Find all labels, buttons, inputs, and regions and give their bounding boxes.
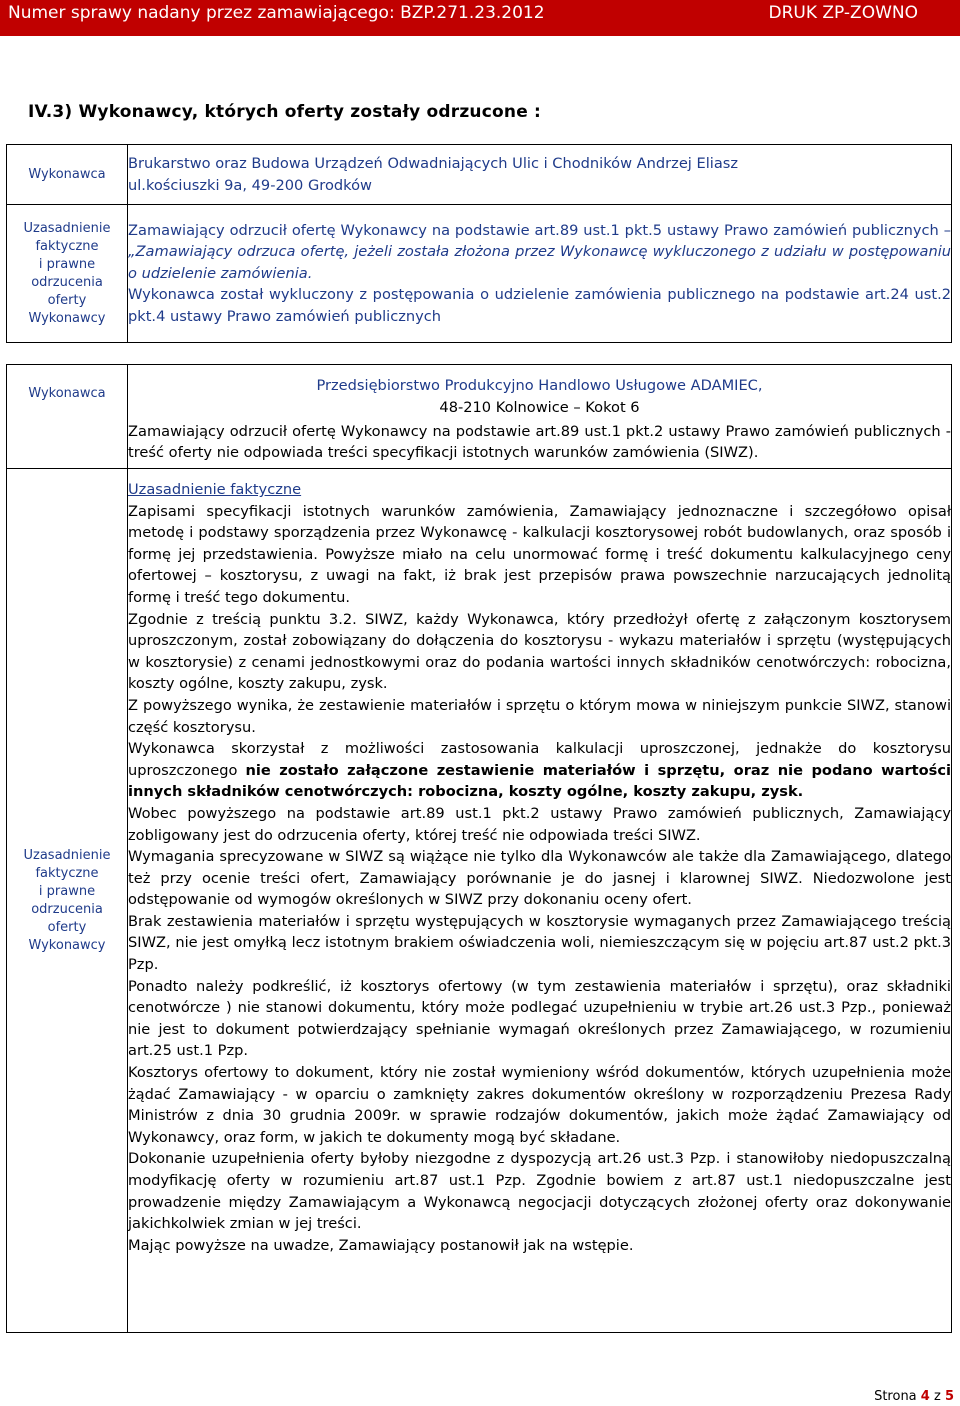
reason-label-line: odrzucenia bbox=[31, 901, 103, 917]
contractor-name: Brukarstwo oraz Budowa Urządzeń Odwadniających Ulic i Chodników Andrzej Eliasz bbox=[128, 154, 739, 172]
page-separator: z bbox=[933, 1389, 941, 1404]
reason-paragraph: Zgodnie z treścią punktu 3.2. SIWZ, każdy Wykonawca, który przedłożył ofertę z załączonym kosztorysem uproszczonym, został zobowiązany do dołączenia do kosztorysu - wykazu materiałów i sprzętu (występujących w kosztorysie) z cenami jednostkowymi oraz do podania wartości innych składników cenotwórczych: robocizna, koszty ogólne, koszty zakupu, zysk. bbox=[128, 610, 951, 693]
form-code: DRUK ZP-ZOWNO bbox=[768, 3, 918, 23]
reason-label-line: odrzucenia bbox=[31, 274, 103, 290]
reason-label-line: Uzasadnienie bbox=[23, 847, 111, 863]
reason-paragraph: Z powyższego wynika, że zestawienie materiałów i sprzętu o którym mowa w niniejszym punkcie SIWZ, stanowi część kosztorysu. bbox=[128, 696, 951, 736]
reason-paragraph: Mając powyższe na uwadze, Zamawiający postanowił jak na wstępie. bbox=[128, 1236, 634, 1254]
reason-cell bbox=[128, 205, 952, 343]
reason-paragraph: Zapisami specyfikacji istotnych warunków zamówienia, Zamawiający jednoznaczne i szczegółowo opisał metodę i podstawy sporządzenia przez Wykonawcę - kalkulacji kosztorysowej robót budowlanych, oraz sposób i formę jej przedstawienia. Powyższe miało na celu unormować formę i treść dokumentu kalkulacyjnego ceny ofertowej – kosztorysu, z uwagi na fakt, iż brak jest przepisów prawa powszechnie narzucających jednolitą formę i treść tego dokumentu. bbox=[128, 502, 951, 606]
reason-paragraph bbox=[128, 220, 951, 285]
contractor-cell bbox=[128, 365, 952, 469]
reason-heading: Uzasadnienie faktyczne bbox=[128, 481, 302, 498]
reason-paragraph: Brak zestawienia materiałów i sprzętu występujących w kosztorysie wymaganych przez Zamawiającego treścią SIWZ, nie jest omyłką lecz istotnym brakiem oświadczenia woli, niemieszczącym się w pojęciu art.87 ust.2 pkt.3 Pzp. bbox=[128, 912, 951, 974]
rejected-offer-table-1 bbox=[6, 144, 952, 343]
reason-paragraph: Wykonawca został wykluczony z postępowania o udzielenie zamówienia publicznego na podstawie art.24 ust.2 pkt.4 ustawy Prawo zamówień publicznych bbox=[128, 286, 951, 325]
reason-label-line: faktyczne bbox=[35, 865, 99, 881]
contractor-label: Wykonawca bbox=[7, 145, 128, 205]
contractor-address: ul.kościuszki 9a, 49-200 Grodków bbox=[128, 176, 372, 194]
reason-label-line: i prawne bbox=[38, 883, 96, 899]
reason-label-line: i prawne bbox=[38, 256, 96, 272]
page-number: 4 bbox=[920, 1389, 930, 1404]
contractor-name: Przedsiębiorstwo Produkcyjno Handlowo Usługowe ADAMIEC, bbox=[316, 377, 763, 395]
contractor-cell bbox=[128, 145, 952, 205]
contractor-label: Wykonawca bbox=[7, 365, 128, 469]
contractor-address: 48-210 Kolnowice – Kokot 6 bbox=[439, 398, 640, 416]
case-number: Numer sprawy nadany przez zamawiającego: BZP.271.23.2012 bbox=[8, 3, 545, 23]
page-footer bbox=[874, 1388, 954, 1406]
reason-paragraph: Wymagania sprecyzowane w SIWZ są wiążące nie tylko dla Wykonawców ale także dla Zamawiającego, dlatego też przy ocenie treści ofert, Zamawiający porównanie je do jasnej i klarownej SIWZ. Niedozwolone jest odstępowanie od wymogów określonych w SIWZ przy dokonaniu oceny ofert. bbox=[128, 848, 951, 909]
reason-paragraph: Kosztorys ofertowy to dokument, który nie został wymieniony wśród dokumentów, których uzupełnienia może żądać Zamawiający - w oparciu o zamknięty zakres dokumentów określony w rozporządzeniu Prezesa Rady Ministrów z dnia 30 grudnia 2009r. w sprawie rodzajów dokumentów, jakich może żądać Zamawiający od Wykonawcy, oraz form, w jakich te dokumenty mogą być składane. bbox=[128, 1064, 951, 1146]
reason-paragraph: Ponadto należy podkreślić, iż kosztorys ofertowy (w tym zestawienia materiałów i sprzętu), oraz składniki cenotwórcze ) nie stanowi dokumentu, który może podlegać uzupełnieniu w trybie art.26 ust.3 Pzp., ponieważ nie jest to dokument potwierdzający spełnianie wymagań określonych przez Zamawiającego, w rozumieniu art.25 ust.1 Pzp. bbox=[128, 977, 951, 1060]
reason-label-line: oferty bbox=[47, 919, 87, 935]
reason-emphasis: nie zostało załączone zestawienie materiałów i sprzętu, oraz nie podano wartości innych składników cenotwórczych: robocizna, koszty ogólne, koszty zakupu, zysk. bbox=[128, 761, 951, 801]
reason-label bbox=[7, 205, 128, 343]
reason-paragraph: Wobec powyższego na podstawie art.89 ust.1 pkt.2 ustawy Prawo zamówień publicznych, Zamawiający zobligowany jest do odrzucenia oferty, której treść nie odpowiada treści SIWZ. bbox=[128, 804, 951, 844]
page-prefix: Strona bbox=[874, 1389, 917, 1404]
rejection-basis: Zamawiający odrzucił ofertę Wykonawcy na podstawie art.89 ust.1 pkt.2 ustawy Prawo zamówień publicznych - treść oferty nie odpowiada treści specyfikacji istotnych warunków zamówienia (SIWZ). bbox=[128, 422, 951, 462]
reason-label bbox=[7, 469, 128, 1333]
reason-cell bbox=[128, 469, 952, 1333]
reason-text: Wykonawca skorzystał z możliwości zastosowania kalkulacji uproszczonej, jednakże do kosztorysu uproszczonego bbox=[128, 740, 951, 779]
reason-label-line: Uzasadnienie bbox=[23, 220, 111, 236]
reason-quote: „Zamawiający odrzuca ofertę, jeżeli została złożona przez Wykonawcę wykluczonego z udziału w postępowaniu o udzielenie zamówienia. bbox=[128, 243, 951, 282]
reason-paragraph bbox=[128, 738, 951, 803]
rejected-offer-table-2 bbox=[6, 364, 952, 1333]
page-total: 5 bbox=[944, 1389, 954, 1404]
reason-label-line: Wykonawcy bbox=[28, 937, 106, 953]
reason-label-line: oferty bbox=[47, 292, 87, 308]
reason-label-line: faktyczne bbox=[35, 238, 99, 254]
reason-label-line: Wykonawcy bbox=[28, 310, 106, 326]
reason-paragraph: Dokonanie uzupełnienia oferty byłoby niezgodne z dyspozycją art.26 ust.3 Pzp. i stanowiłoby niedopuszczalną modyfikację oferty w rozumieniu art.87 ust.1 Pzp. Zgodnie bowiem z art.87 ust.1 niedopuszczalne jest prowadzenie między Zamawiającym a Wykonawcą negocjacji dotyczących złożonej oferty oraz dokonywanie jakichkolwiek zmian w jej treści. bbox=[128, 1150, 951, 1233]
section-title: IV.3) Wykonawcy, których oferty zostały odrzucone : bbox=[28, 102, 542, 122]
document-header bbox=[0, 0, 960, 36]
reason-basis: Zamawiający odrzucił ofertę Wykonawcy na podstawie art.89 ust.1 pkt.5 ustawy Prawo zamówień publicznych – bbox=[128, 221, 951, 239]
